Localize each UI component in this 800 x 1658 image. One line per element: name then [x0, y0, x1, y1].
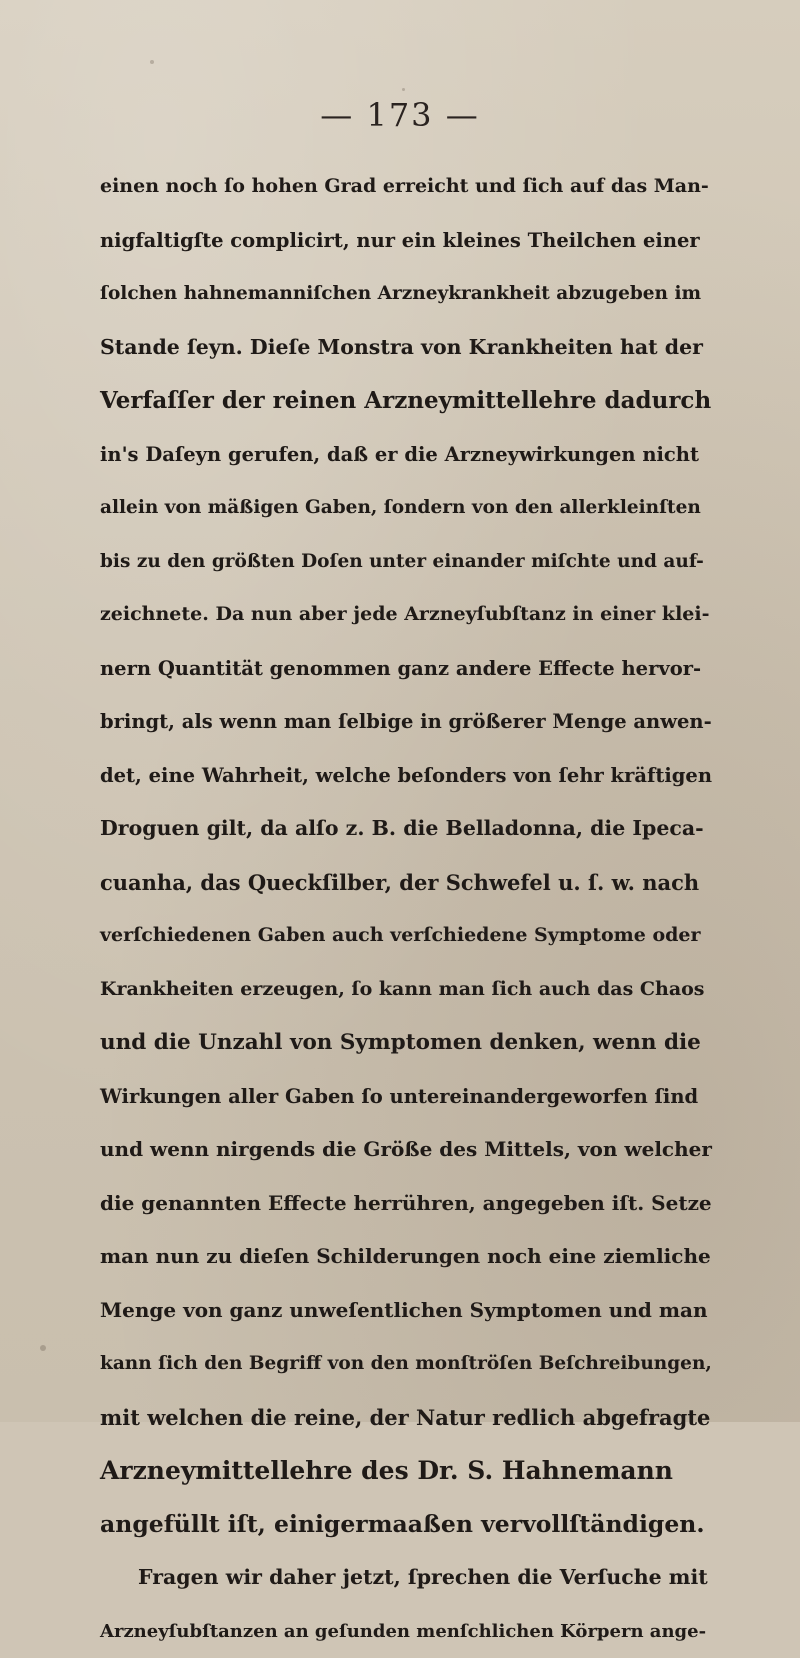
text-line: ſolchen hahnemanniſchen Arzneykrankheit abzugeben im — [100, 267, 712, 321]
text-line: die genannten Effecte herrühren, angegeben iſt. Setze — [100, 1177, 712, 1231]
text-line: Arzneyſubſtanzen an geſunden menſchlichen Körpern ange- — [100, 1605, 712, 1658]
text-line: Arzneymittellehre des Dr. S. Hahnemann — [100, 1444, 712, 1498]
text-line: bringt, als wenn man ſelbige in größerer Menge anwen- — [100, 695, 712, 749]
text-line: einen noch ſo hohen Grad erreicht und ſich auf das Man- — [100, 160, 712, 214]
text-line: man nun zu dieſen Schilderungen noch eine ziemliche — [100, 1230, 712, 1284]
text-line: kann ſich den Begriff von den monſtröſen Beſchreibungen, — [100, 1337, 712, 1391]
text-line: mit welchen die reine, der Natur redlich abgefragte — [100, 1391, 712, 1445]
paper-speck — [402, 88, 405, 91]
body-text — [100, 160, 712, 1658]
text-line: Stande ſeyn. Dieſe Monstra von Krankheiten hat der — [100, 321, 712, 375]
text-line: Wirkungen aller Gaben ſo untereinandergeworfen ſind — [100, 1070, 712, 1124]
paper-speck — [40, 1345, 46, 1351]
text-line: det, eine Wahrheit, welche beſonders von ſehr kräftigen — [100, 749, 712, 803]
text-line: in's Daſeyn gerufen, daß er die Arzneywirkungen nicht — [100, 428, 712, 482]
text-line: Krankheiten erzeugen, ſo kann man ſich auch das Chaos — [100, 963, 712, 1017]
text-line: angefüllt iſt, einigermaaßen vervollſtändigen. — [100, 1498, 712, 1552]
text-line: bis zu den größten Doſen unter einander miſchte und auf- — [100, 535, 712, 589]
text-line: nern Quantität genommen ganz andere Effecte hervor- — [100, 642, 712, 696]
text-line: Fragen wir daher jetzt, ſprechen die Verſuche mit — [100, 1551, 712, 1605]
paper-speck — [150, 60, 154, 64]
text-line: und die Unzahl von Symptomen denken, wenn die — [100, 1016, 712, 1070]
text-line: zeichnete. Da nun aber jede Arzneyſubſtanz in einer klei- — [100, 588, 712, 642]
text-line: verſchiedenen Gaben auch verſchiedene Symptome oder — [100, 909, 712, 963]
text-line: und wenn nirgends die Größe des Mittels, von welcher — [100, 1123, 712, 1177]
text-line: Verfaſſer der reinen Arzneymittellehre dadurch — [100, 374, 712, 428]
text-line: nigfaltigſte complicirt, nur ein kleines Theilchen einer — [100, 214, 712, 268]
page-number: — 173 — — [0, 96, 800, 134]
text-line: Droguen gilt, da alſo z. B. die Belladonna, die Ipeca- — [100, 802, 712, 856]
text-line: cuanha, das Queckſilber, der Schwefel u. ſ. w. nach — [100, 856, 712, 910]
text-line: allein von mäßigen Gaben, ſondern von den allerkleinſten — [100, 481, 712, 535]
text-line: Menge von ganz unweſentlichen Symptomen und man — [100, 1284, 712, 1338]
